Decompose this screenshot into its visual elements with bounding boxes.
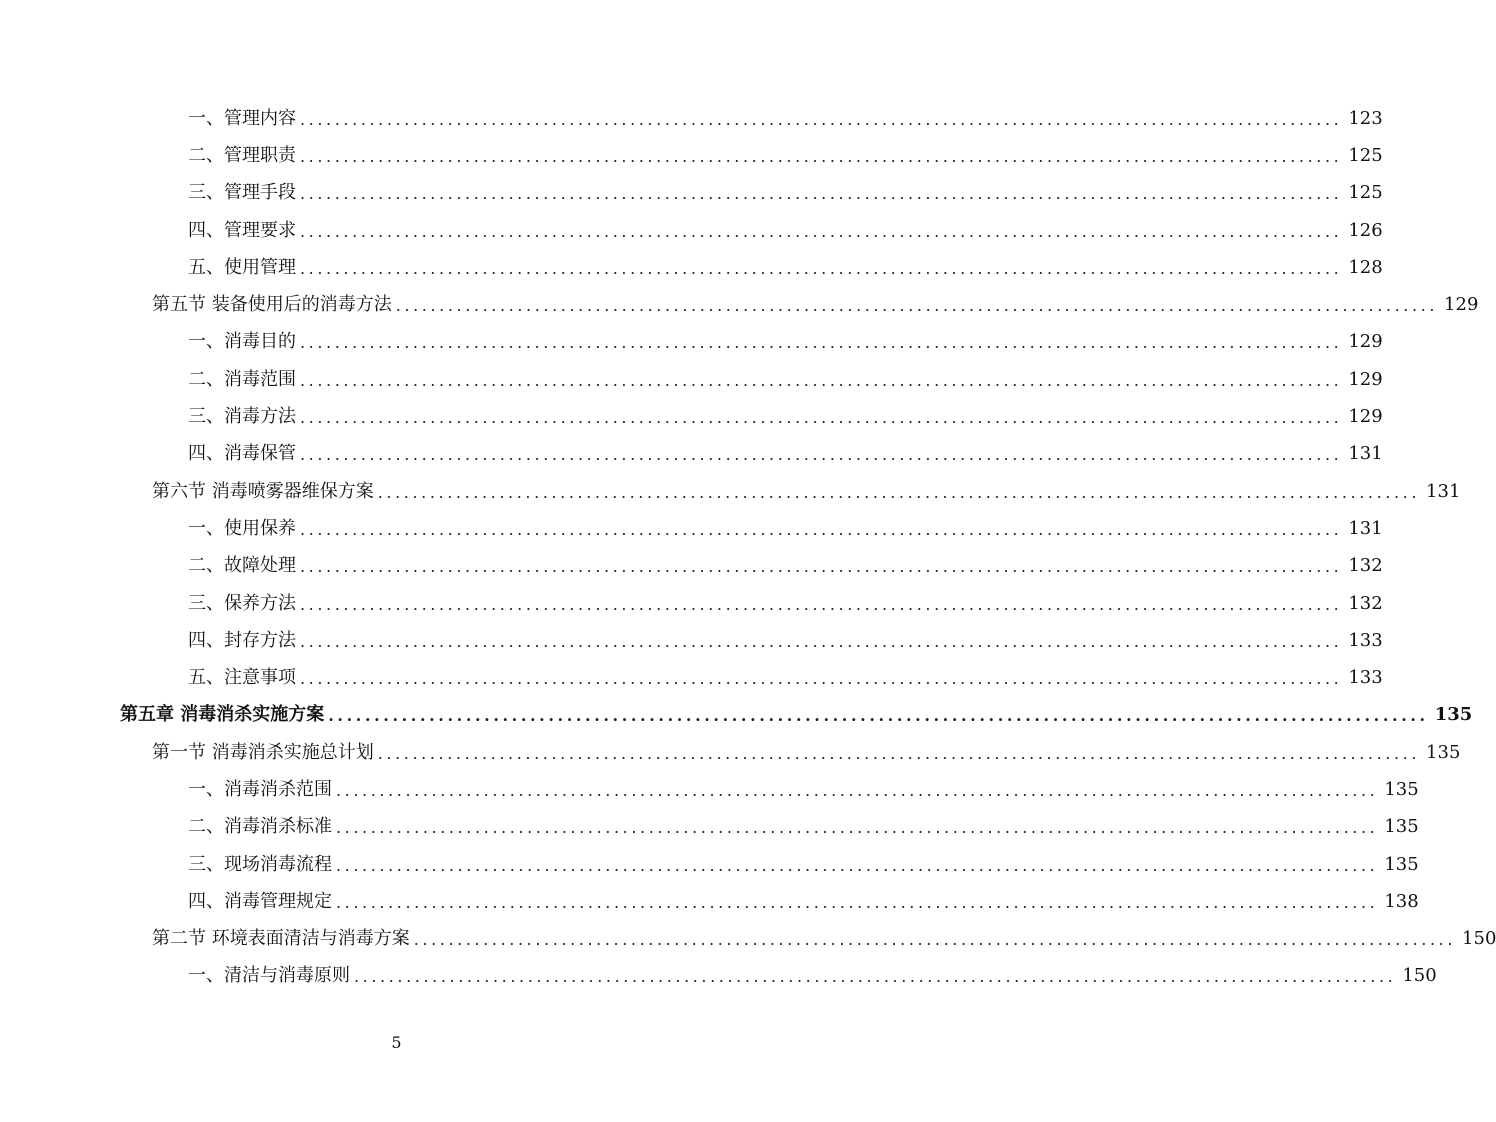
toc-entry-item[interactable] [0,212,1383,249]
toc-entry-title: 一、管理内容 [188,110,300,128]
toc-entry-title: 二、消毒消杀标准 [188,818,336,836]
toc-entry-chapter[interactable] [0,697,1473,734]
toc-entry-title: 一、消毒消杀范围 [188,781,336,799]
toc-entry-page: 135 [1384,853,1419,875]
toc-leader-dots: ........................................................................................................................ [336,818,1379,838]
toc-entry-page: 131 [1348,517,1383,539]
toc-entry-title: 三、消毒方法 [188,408,300,426]
toc-entry-page: 128 [1348,256,1383,278]
toc-entry-section[interactable] [0,734,1461,771]
toc-leader-dots: ........................................................................................................................ [377,482,1421,502]
toc-leader-dots: ........................................................................................................................ [300,669,1343,689]
toc-leader-dots: ........................................................................................................................ [300,631,1343,651]
toc-entry-page: 135 [1384,816,1419,838]
toc-entry-page: 126 [1348,219,1383,241]
toc-leader-dots: ........................................................................................................................ [300,221,1343,241]
toc-leader-dots: ........................................................................................................................ [300,370,1343,390]
toc-entry-section[interactable] [0,473,1461,510]
toc-entry-title: 第一节 消毒消杀实施总计划 [152,744,378,762]
toc-leader-dots: ........................................................................................................................ [300,109,1343,129]
toc-entry-page: 138 [1384,890,1419,912]
toc-leader-dots: ........................................................................................................................ [354,967,1397,987]
toc-leader-dots: ........................................................................................................................ [300,445,1343,465]
toc-entry-page: 125 [1348,182,1383,204]
toc-leader-dots: ........................................................................................................................ [413,930,1457,950]
toc-entry-title: 第五章 消毒消杀实施方案 [120,706,328,724]
toc-entry-title: 四、封存方法 [188,632,300,650]
toc-entry-page: 129 [1444,294,1479,316]
toc-leader-dots: ........................................................................................................................ [300,184,1343,204]
toc-entry-page: 132 [1348,555,1383,577]
toc-entry-page: 132 [1348,592,1383,614]
toc-entry-item[interactable] [0,883,1419,920]
toc-entry-item[interactable] [0,659,1383,696]
toc-leader-dots: ........................................................................................................................ [328,706,1429,726]
toc-entry-section[interactable] [0,921,1496,958]
toc-entry-title: 四、消毒保管 [188,445,300,463]
toc-leader-dots: ........................................................................................................................ [336,780,1379,800]
toc-entry-title: 四、管理要求 [188,222,300,240]
toc-entry-item[interactable] [0,585,1383,622]
toc-entry-item[interactable] [0,137,1383,174]
toc-entry-item[interactable] [0,324,1383,361]
toc-leader-dots: ........................................................................................................................ [300,557,1343,577]
toc-entry-title: 三、现场消毒流程 [188,856,336,874]
toc-entry-title: 五、注意事项 [188,669,300,687]
toc-entry-title: 二、故障处理 [188,557,300,575]
toc-entry-item[interactable] [0,846,1419,883]
toc-entry-page: 135 [1426,741,1461,763]
toc-entry-page: 135 [1434,704,1473,726]
toc-entry-item[interactable] [0,361,1383,398]
toc-entry-title: 第六节 消毒喷雾器维保方案 [152,483,378,501]
toc-leader-dots: ........................................................................................................................ [377,743,1421,763]
toc-entry-page: 129 [1348,331,1383,353]
toc-leader-dots: ........................................................................................................................ [300,258,1343,278]
toc-entry-page: 131 [1348,443,1383,465]
toc-entry-title: 五、使用管理 [188,259,300,277]
toc-entry-title: 第五节 装备使用后的消毒方法 [152,296,396,314]
toc-entry-title: 四、消毒管理规定 [188,893,336,911]
toc-entry-item[interactable] [0,249,1383,286]
toc-entry-title: 一、清洁与消毒原则 [188,967,354,985]
table-of-contents [0,100,1496,995]
toc-leader-dots: ........................................................................................................................ [300,408,1343,428]
toc-entry-title: 二、管理职责 [188,147,300,165]
toc-entry-item[interactable] [0,771,1419,808]
toc-leader-dots: ........................................................................................................................ [336,892,1379,912]
toc-entry-page: 135 [1384,778,1419,800]
toc-entry-item[interactable] [0,510,1383,547]
toc-leader-dots: ........................................................................................................................ [300,519,1343,539]
toc-entry-page: 125 [1348,144,1383,166]
toc-entry-title: 二、消毒范围 [188,371,300,389]
toc-entry-page: 129 [1348,368,1383,390]
toc-leader-dots: ........................................................................................................................ [300,333,1343,353]
toc-entry-item[interactable] [0,548,1383,585]
toc-leader-dots: ........................................................................................................................ [300,594,1343,614]
toc-entry-item[interactable] [0,958,1437,995]
toc-entry-title: 第二节 环境表面清洁与消毒方案 [152,930,414,948]
toc-entry-page: 131 [1426,480,1461,502]
toc-entry-page: 129 [1348,406,1383,428]
toc-entry-page: 133 [1348,667,1383,689]
toc-entry-page: 150 [1462,928,1496,950]
toc-entry-title: 三、保养方法 [188,595,300,613]
toc-entry-item[interactable] [0,398,1383,435]
toc-entry-item[interactable] [0,436,1383,473]
toc-leader-dots: ........................................................................................................................ [336,855,1379,875]
page-number: 5 [391,1033,402,1052]
toc-entry-title: 一、使用保养 [188,520,300,538]
toc-entry-title: 一、消毒目的 [188,333,300,351]
toc-entry-item[interactable] [0,100,1383,137]
toc-entry-page: 150 [1402,965,1437,987]
toc-leader-dots: ........................................................................................................................ [300,146,1343,166]
toc-leader-dots: ........................................................................................................................ [395,296,1439,316]
toc-entry-item[interactable] [0,622,1383,659]
toc-entry-page: 133 [1348,629,1383,651]
toc-entry-section[interactable] [0,286,1479,323]
toc-entry-page: 123 [1348,107,1383,129]
toc-entry-title: 三、管理手段 [188,184,300,202]
toc-entry-item[interactable] [0,809,1419,846]
toc-entry-item[interactable] [0,175,1383,212]
